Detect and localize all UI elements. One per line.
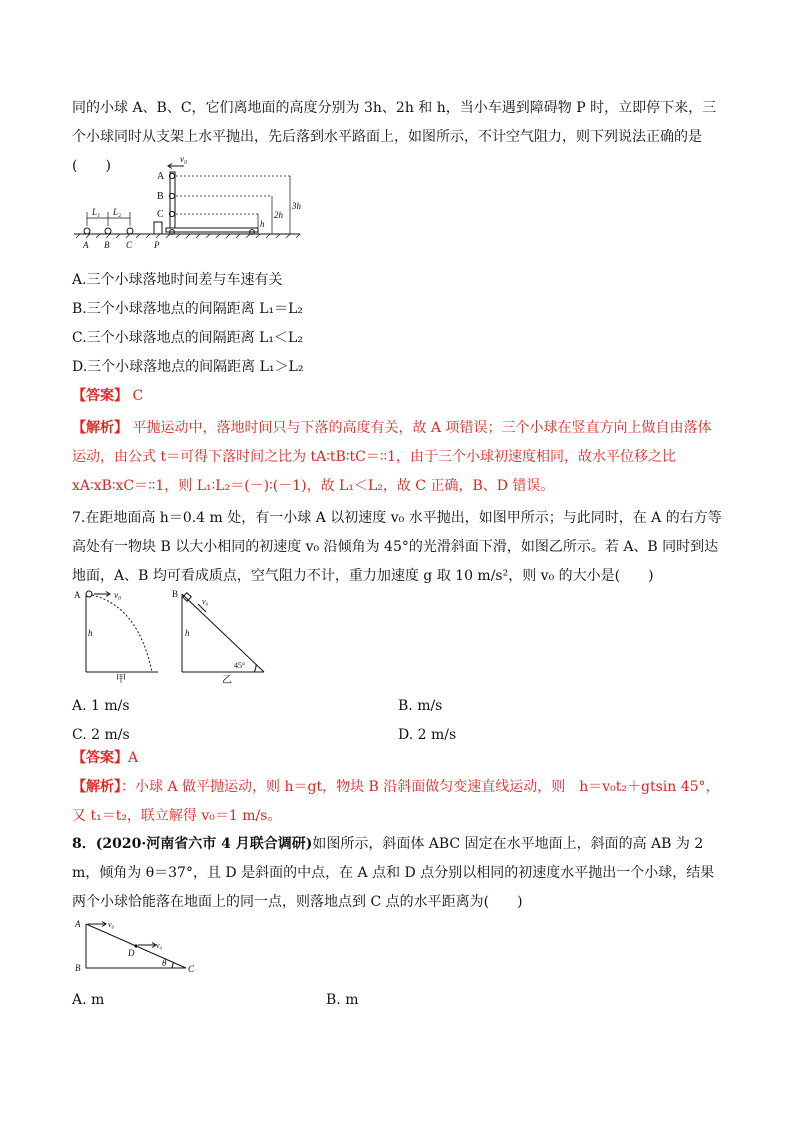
q7-option-b: B. m/s (398, 698, 443, 714)
q6-fig-label-c: C (157, 209, 164, 220)
q6-fig-2h: 2h (274, 210, 283, 220)
q8-fig-label-a: A (75, 919, 81, 929)
q8-fig-label-d: D (128, 948, 135, 958)
q6-intro: 同的小球 A、B、C，它们离地面的高度分别为 3h、2h 和 h，当小车遇到障碍物 P 时，立即停下来，三个小球同时从支架上水平抛出，先后落到水平路面上，如图所示，不计空气阻力，则下列说法正确的是( ) (72, 100, 717, 174)
q7-analysis (72, 773, 724, 831)
q7-option-d: D. 2 m/s (398, 727, 457, 743)
q7-answer (72, 744, 724, 773)
q6-option-a: A.三个小球落地时间差与车速有关 (72, 272, 283, 288)
q7-answer-value: A (128, 750, 139, 766)
q7-analysis-label: 【解析】 (72, 779, 121, 795)
q7-figure-jia (72, 586, 162, 686)
q6-fig-label-b: B (157, 191, 164, 202)
q7-yi-angle: 45° (234, 661, 246, 670)
q8-fig-v0-d: v₀ (156, 941, 163, 950)
q6-fig-v0: v₀ (180, 154, 188, 164)
q6-fig-ground-b: B (104, 240, 110, 250)
q7-jia-caption: 甲 (116, 674, 126, 685)
q7-yi-v0: v₀ (202, 597, 209, 606)
q7-answer-label: 【答案】 (72, 750, 128, 766)
q7-analysis-text: ：小球 A 做平抛运动，则 h＝gt，物块 B 沿斜面做匀变速直线运动，则 h＝v₀t₂＋gtsin 45°，又 t₁＝t₂，联立解得 v₀＝1 m/s。 (72, 779, 720, 824)
q7-intro: 7.在距地面高 h＝0.4 m 处，有一小球 A 以初速度 v₀ 水平抛出，如图甲所示；与此同时，在 A 的右方等高处有一物块 B 以大小相同的初速度 v₀ 沿倾角为 45°的光滑斜面下滑，如图乙所示。若 A、B 同时到达地面，A、B 均可看成质点，空气阻力不计，重力加速度 g 取 10 m/s²，则 v₀ 的大小是( ) (72, 510, 722, 584)
q7-jia-label-a: A (74, 590, 81, 600)
q8-option-a: A. m (72, 992, 105, 1008)
q6-fig-ground-a: A (83, 240, 89, 250)
q6-figure (72, 152, 302, 252)
q6-options (72, 266, 724, 382)
q6-fig-l1: L₁ (92, 207, 101, 217)
q6-fig-3h: 3h (292, 201, 301, 211)
q6-analysis (72, 414, 724, 501)
q8-text: 如图所示，斜面体 ABC 固定在水平地面上，斜面的高 AB 为 2 m，倾角为 θ＝37°，且 D 是斜面的中点，在 A 点和 D 点分别以相同的初速度水平抛出一个小球，结果两个小球恰能落在地面上的同一点，则落地点到 C 点的水平距离为( ) (72, 836, 715, 910)
q6-analysis-text: 平抛运动中，落地时间只与下落的高度有关，故 A 项错误；三个小球在竖直方向上做自由落体运动，由公式 t＝可得下落时间之比为 tA∶tB∶tC＝∶∶1，由于三个小球初速度相同，故水平位移之比 xA∶xB∶xC＝∶∶1，则 L₁∶L₂＝(－)∶(－1)，故 L₁＜L₂，故 C 正确，B、D 错误。 (72, 420, 712, 494)
q7-jia-v0: v₀ (114, 590, 122, 600)
q6-answer-value: C (132, 388, 144, 404)
q7-yi-caption: 乙 (222, 675, 232, 686)
q7-options (72, 692, 724, 752)
q8-source: 8．(2020·河南省六市 4 月联合调研) (72, 836, 313, 852)
q6-fig-label-p: P (154, 240, 160, 250)
q8-intro (72, 830, 724, 917)
q7-jia-h: h (88, 628, 93, 638)
q8-fig-v0-a: v₀ (108, 920, 115, 929)
q6-fig-label-a: A (157, 171, 165, 182)
q6-fig-l2: L₂ (113, 207, 122, 217)
q8-options (72, 986, 724, 1016)
q6-analysis-label: 【解析】 (72, 420, 128, 436)
q6-fig-ground-c: C (126, 240, 133, 250)
q6-answer-label: 【答案】 (72, 388, 128, 404)
q8-fig-label-b: B (75, 963, 81, 973)
q8-figure (72, 916, 202, 976)
q8-fig-label-c: C (188, 964, 195, 974)
q7-yi-h: h (185, 628, 190, 638)
q8-fig-theta: θ (162, 958, 167, 968)
q7-option-c: C. 2 m/s (72, 727, 130, 743)
q7-yi-label-b: B (172, 589, 179, 599)
q6-option-b: B.三个小球落地点的间隔距离 L₁＝L₂ (72, 301, 304, 317)
q6-option-d: D.三个小球落地点的间隔距离 L₁＞L₂ (72, 359, 304, 375)
q7-figure-yi (172, 586, 272, 686)
q8-option-b: B. m (326, 992, 359, 1008)
q6-answer (72, 382, 724, 411)
q6-option-c: C.三个小球落地点的间隔距离 L₁＜L₂ (72, 330, 303, 346)
q6-fig-h: h (260, 219, 265, 229)
q7-option-a: A. 1 m/s (72, 698, 130, 714)
